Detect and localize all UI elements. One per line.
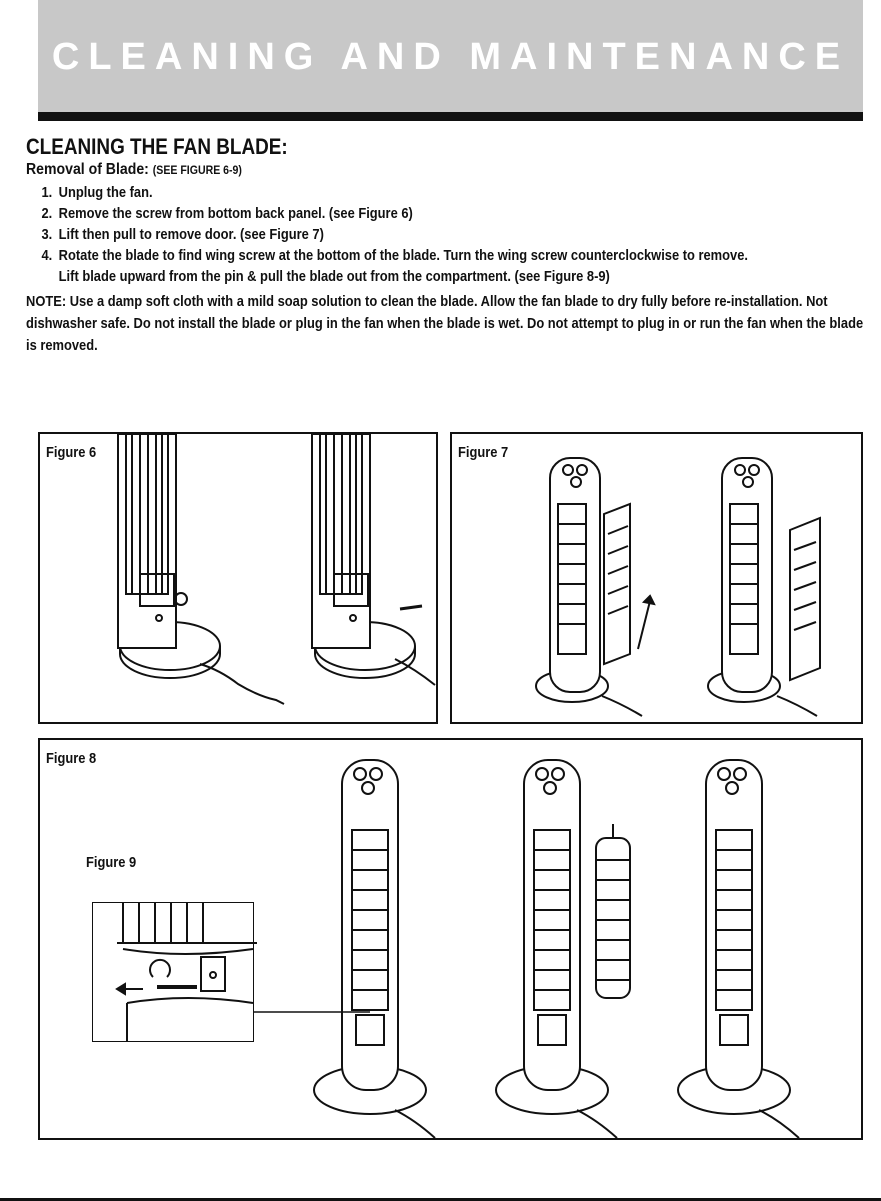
figure-6-illustration bbox=[40, 434, 436, 722]
figure-7-illustration bbox=[452, 434, 861, 722]
subtitle-main: Removal of Blade: bbox=[26, 161, 149, 178]
step-4-continued bbox=[26, 266, 748, 287]
step-text: Lift then pull to remove door. (see Figure 7) bbox=[58, 226, 324, 243]
instructions bbox=[26, 134, 866, 372]
step-2 bbox=[26, 203, 748, 224]
subtitle bbox=[26, 160, 765, 180]
step-text: Remove the screw from bottom back panel. (see Figure 6) bbox=[58, 205, 413, 222]
note-label: NOTE: bbox=[26, 293, 67, 310]
header-rule bbox=[38, 112, 863, 121]
figure-9-inset bbox=[92, 902, 254, 1042]
step-number: 1. bbox=[41, 184, 53, 201]
figure-8-label: Figure 8 bbox=[46, 750, 97, 767]
step-4 bbox=[26, 245, 748, 266]
step-number: 4. bbox=[41, 247, 53, 264]
step-text: Lift blade upward from the pin & pull the blade out from the compartment. (see Figure 8-9) bbox=[58, 268, 610, 285]
note-text: Use a damp soft cloth with a mild soap solution to clean the blade. Allow the fan blade to dry fully before re-installation. Not dishwasher safe. Do not install the blade or plug in the fan when the blade is wet. Do not attempt to plug in or run the fan when the blade is removed. bbox=[26, 293, 864, 354]
step-text: Rotate the blade to find wing screw at the bottom of the blade. Turn the wing screw counterclockwise to remove. bbox=[58, 247, 748, 264]
subtitle-ref: (SEE FIGURE 6-9) bbox=[152, 163, 242, 177]
step-text: Unplug the fan. bbox=[58, 184, 153, 201]
figure-7-panel bbox=[450, 432, 863, 724]
figure-8-panel bbox=[38, 738, 863, 1140]
section-title: CLEANING THE FAN BLADE: bbox=[26, 134, 288, 159]
figure-6-panel bbox=[38, 432, 438, 724]
step-1 bbox=[26, 182, 748, 203]
figure-7-label: Figure 7 bbox=[458, 444, 509, 461]
figure-6-label: Figure 6 bbox=[46, 444, 97, 461]
figure-9-illustration bbox=[93, 903, 253, 1041]
figure-9-label: Figure 9 bbox=[86, 854, 137, 871]
step-number: 3. bbox=[41, 226, 53, 243]
step-3 bbox=[26, 224, 748, 245]
step-number: 2. bbox=[41, 205, 53, 222]
steps-list bbox=[26, 182, 866, 287]
page-title: CLEANING AND MAINTENANCE bbox=[51, 36, 850, 78]
note bbox=[26, 291, 865, 357]
